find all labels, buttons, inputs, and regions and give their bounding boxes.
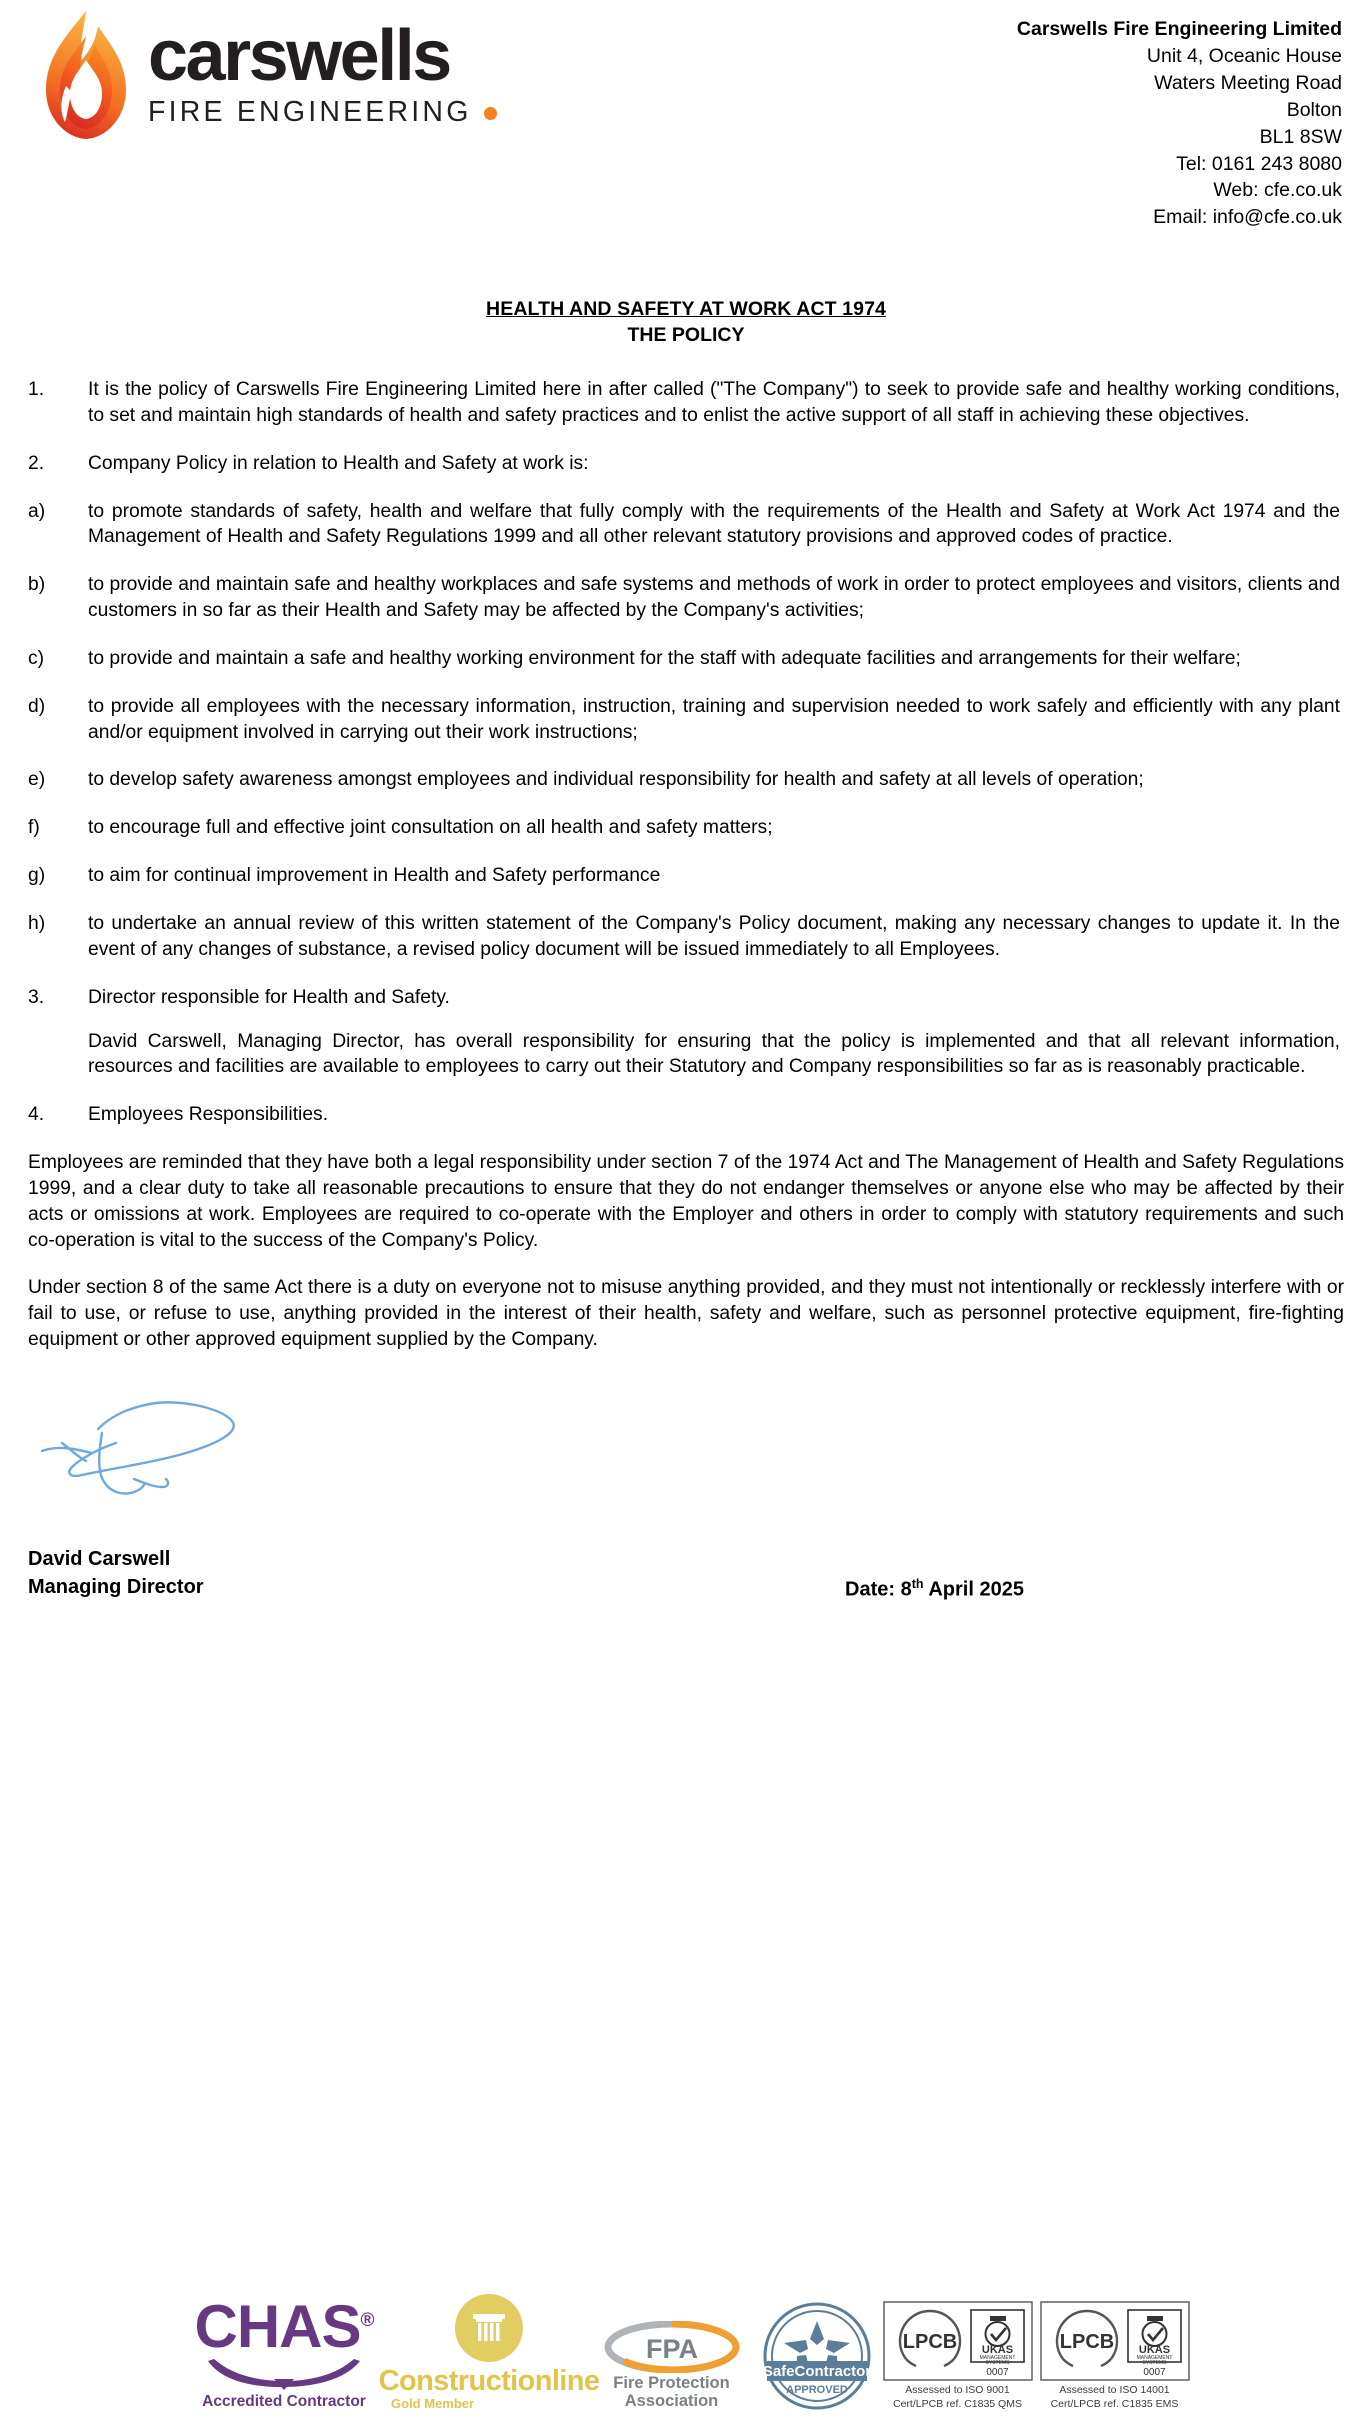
flame-icon bbox=[38, 8, 134, 143]
svg-text:0007: 0007 bbox=[985, 2367, 1009, 2379]
lpcb-qms-caption-line1: Assessed to ISO 9001 bbox=[905, 2384, 1010, 2397]
clause-marker: a) bbox=[28, 500, 46, 522]
clause-text: to provide and maintain safe and healthy workplaces and safe systems and methods of work in order to protect employees and visitors, clients and customers in so far as their Health and Safety may be affected by the Company's activities; bbox=[88, 574, 1340, 622]
badge-safecontractor bbox=[754, 2301, 879, 2411]
address-line-2: Waters Meeting Road bbox=[1154, 71, 1342, 94]
company-logo bbox=[38, 8, 497, 143]
signature-date bbox=[845, 1577, 1024, 1602]
clause-b bbox=[28, 572, 1344, 624]
chas-swoosh-icon bbox=[204, 2357, 364, 2391]
clause-marker: 4. bbox=[28, 1104, 45, 1126]
clause-marker: b) bbox=[28, 574, 46, 596]
lpcb-ems-caption bbox=[1051, 2384, 1179, 2411]
clause-2 bbox=[28, 451, 1344, 477]
clause-g bbox=[28, 863, 1344, 889]
clause-marker: 2. bbox=[28, 452, 45, 474]
svg-text:MANAGEMENT: MANAGEMENT bbox=[979, 2355, 1015, 2362]
signatory-block bbox=[28, 1545, 204, 1602]
clause-text: to encourage full and effective joint consultation on all health and safety matters; bbox=[88, 817, 773, 839]
clause-d bbox=[28, 694, 1344, 746]
address-city: Bolton bbox=[1286, 98, 1342, 121]
page-subtitle: THE POLICY bbox=[627, 324, 745, 346]
clause-marker: 3. bbox=[28, 986, 45, 1008]
brand-tagline: FIRE ENGINEERING bbox=[148, 96, 472, 129]
badge-fpa bbox=[589, 2321, 754, 2411]
registered-icon: ® bbox=[360, 2310, 374, 2331]
accreditation-logos bbox=[0, 2294, 1372, 2411]
clause-1 bbox=[28, 377, 1344, 429]
svg-text:LPCB: LPCB bbox=[1059, 2331, 1114, 2354]
brand-dot-icon bbox=[484, 107, 497, 120]
clause-marker: d) bbox=[28, 695, 46, 717]
svg-text:0007: 0007 bbox=[1142, 2367, 1166, 2379]
lpcb-ukas-icon bbox=[883, 2301, 1033, 2381]
clause-marker: e) bbox=[28, 769, 46, 791]
document-title-block bbox=[0, 298, 1372, 347]
clause-marker: h) bbox=[28, 912, 46, 934]
pillar-icon bbox=[455, 2294, 523, 2362]
employee-paragraph-2: Under section 8 of the same Act there is a duty on everyone not to misuse anything provided, and they must not intentionally or recklessly interfere with or fail to use, or refuse to use, anything provided in the interest of their health, safety and welfare, such as personnel protective equipment, fire-fighting equipment or other approved equipment supplied by the Company. bbox=[28, 1277, 1344, 1351]
badge-constructionline bbox=[378, 2294, 600, 2411]
clause-marker: c) bbox=[28, 647, 45, 669]
signature-date-rest: April 2025 bbox=[923, 1578, 1024, 1601]
brand-name: carswells bbox=[148, 15, 450, 96]
address-email: Email: info@cfe.co.uk bbox=[1153, 206, 1342, 229]
lpcb-ems-caption-line1: Assessed to ISO 14001 bbox=[1059, 2384, 1170, 2397]
clause-text: to develop safety awareness amongst employees and individual responsibility for health and safety at all levels of operation; bbox=[88, 769, 1144, 791]
clause-text: It is the policy of Carswells Fire Engineering Limited here in after called ("The Company") to seek to provide safe and healthy working conditions, to set and maintain high standards of health and safety practices and to enlist the active support of all staff in achieving these objectives. bbox=[88, 379, 1340, 426]
address-line-1: Unit 4, Oceanic House bbox=[1146, 44, 1342, 67]
address-company-name: Carswells Fire Engineering Limited bbox=[1016, 18, 1342, 40]
svg-text:SafeContractor: SafeContractor bbox=[762, 2363, 871, 2380]
lpcb-qms-caption bbox=[893, 2384, 1022, 2411]
clause-marker: 1. bbox=[28, 379, 45, 400]
signatory-role: Managing Director bbox=[28, 1576, 204, 1599]
fpa-caption bbox=[613, 2375, 729, 2411]
chas-caption: Accredited Contractor bbox=[202, 2393, 366, 2410]
svg-text:SYSTEMS: SYSTEMS bbox=[1142, 2360, 1166, 2367]
fpa-caption-line1: Fire Protection bbox=[613, 2374, 730, 2393]
clause-text: to provide all employees with the necessary information, instruction, training and supervision needed to work safely and efficiently with any plant and/or equipment involved in carrying out their work instructions; bbox=[88, 695, 1340, 743]
lpcb-ems-caption-line2: Cert/LPCB ref. C1835 EMS bbox=[1050, 2397, 1179, 2410]
clause-e bbox=[28, 767, 1344, 793]
clause-h bbox=[28, 911, 1344, 963]
lpcb-ukas-icon bbox=[1040, 2301, 1190, 2381]
clause-marker: g) bbox=[28, 865, 46, 887]
fpa-oval-icon bbox=[602, 2321, 742, 2373]
clause-text: Director responsible for Health and Safety. bbox=[88, 986, 450, 1008]
address-website: Web: cfe.co.uk bbox=[1213, 179, 1342, 202]
brand-tagline-row bbox=[148, 96, 497, 129]
address-telephone: Tel: 0161 243 8080 bbox=[1176, 152, 1342, 175]
wordmark bbox=[148, 15, 497, 129]
svg-text:SYSTEMS: SYSTEMS bbox=[985, 2360, 1009, 2367]
svg-text:APPROVED: APPROVED bbox=[785, 2384, 848, 2396]
director-responsibility-paragraph: David Carswell, Managing Director, has overall responsibility for ensuring that the policy is implemented and that all relevant information, resources and facilities are available to employees to carry out their Statutory and Company responsibilities so far as is reasonably practicable. bbox=[88, 1030, 1340, 1078]
constructionline-wordmark: Constructionline bbox=[378, 2365, 600, 2397]
clause-text: to promote standards of safety, health and welfare that fully comply with the requirements of the Health and Safety at Work Act 1974 and the Management of Health and Safety Regulations 1999 and all other relevant statutory provisions and approved codes of practice. bbox=[88, 500, 1340, 548]
clause-text: Employees Responsibilities. bbox=[88, 1104, 329, 1126]
document-header bbox=[0, 0, 1372, 229]
company-address-block bbox=[1017, 8, 1344, 231]
clause-a bbox=[28, 499, 1344, 551]
signature-names-row bbox=[0, 1545, 1372, 1602]
address-postcode: BL1 8SW bbox=[1259, 125, 1342, 148]
signature-area bbox=[0, 1387, 1372, 1567]
svg-text:UKAS: UKAS bbox=[1138, 2344, 1170, 2357]
constructionline-caption: Gold Member bbox=[391, 2396, 475, 2411]
chas-wordmark bbox=[194, 2293, 374, 2360]
badge-chas bbox=[179, 2293, 389, 2411]
lpcb-qms-caption-line2: Cert/LPCB ref. C1835 QMS bbox=[893, 2397, 1022, 2410]
clause-text: to undertake an annual review of this written statement of the Company's Policy document, making any necessary changes to update it. In the event of any changes of substance, a revised policy document will be issued immediately to all Employees. bbox=[88, 912, 1340, 960]
clause-c bbox=[28, 646, 1344, 672]
safecontractor-seal-icon bbox=[762, 2301, 872, 2411]
clause-3 bbox=[28, 985, 1344, 1011]
clause-marker: f) bbox=[28, 817, 40, 839]
svg-text:LPCB: LPCB bbox=[902, 2331, 957, 2354]
svg-text:UKAS: UKAS bbox=[981, 2344, 1013, 2357]
employee-paragraph-1: Employees are reminded that they have both a legal responsibility under section 7 of the 1974 Act and The Management of Health and Safety Regulations 1999, and a clear duty to take all reasonable precautions to ensure that they do not endanger themselves or anyone else who may be affected by their acts or omissions at work. Employees are required to co-operate with the Employer and others in order to comply with statutory requirements and such co-operation is vital to the success of the Company's Policy. bbox=[28, 1152, 1344, 1251]
clause-text: to provide and maintain a safe and healthy working environment for the staff with adequate facilities and arrangements for their welfare; bbox=[88, 647, 1241, 669]
signature-date-ordinal: th bbox=[911, 1577, 924, 1592]
document-body bbox=[0, 377, 1372, 1353]
fpa-caption-line2: Association bbox=[624, 2392, 719, 2411]
clause-text: to aim for continual improvement in Health and Safety performance bbox=[88, 865, 661, 887]
handwritten-signature-icon bbox=[36, 1387, 296, 1507]
clause-f bbox=[28, 815, 1344, 841]
clause-4 bbox=[28, 1102, 1344, 1128]
signature-date-prefix: Date: 8 bbox=[845, 1578, 912, 1601]
clause-text: Company Policy in relation to Health and Safety at work is: bbox=[88, 452, 589, 474]
badge-lpcb-ems bbox=[1036, 2301, 1193, 2411]
page-title: HEALTH AND SAFETY AT WORK ACT 1974 bbox=[486, 298, 886, 320]
svg-text:MANAGEMENT: MANAGEMENT bbox=[1136, 2355, 1172, 2362]
svg-text:FPA: FPA bbox=[645, 2334, 698, 2365]
badge-lpcb-qms bbox=[879, 2301, 1036, 2411]
chas-mark-text: CHAS bbox=[194, 2293, 361, 2360]
signatory-name: David Carswell bbox=[28, 1547, 171, 1570]
